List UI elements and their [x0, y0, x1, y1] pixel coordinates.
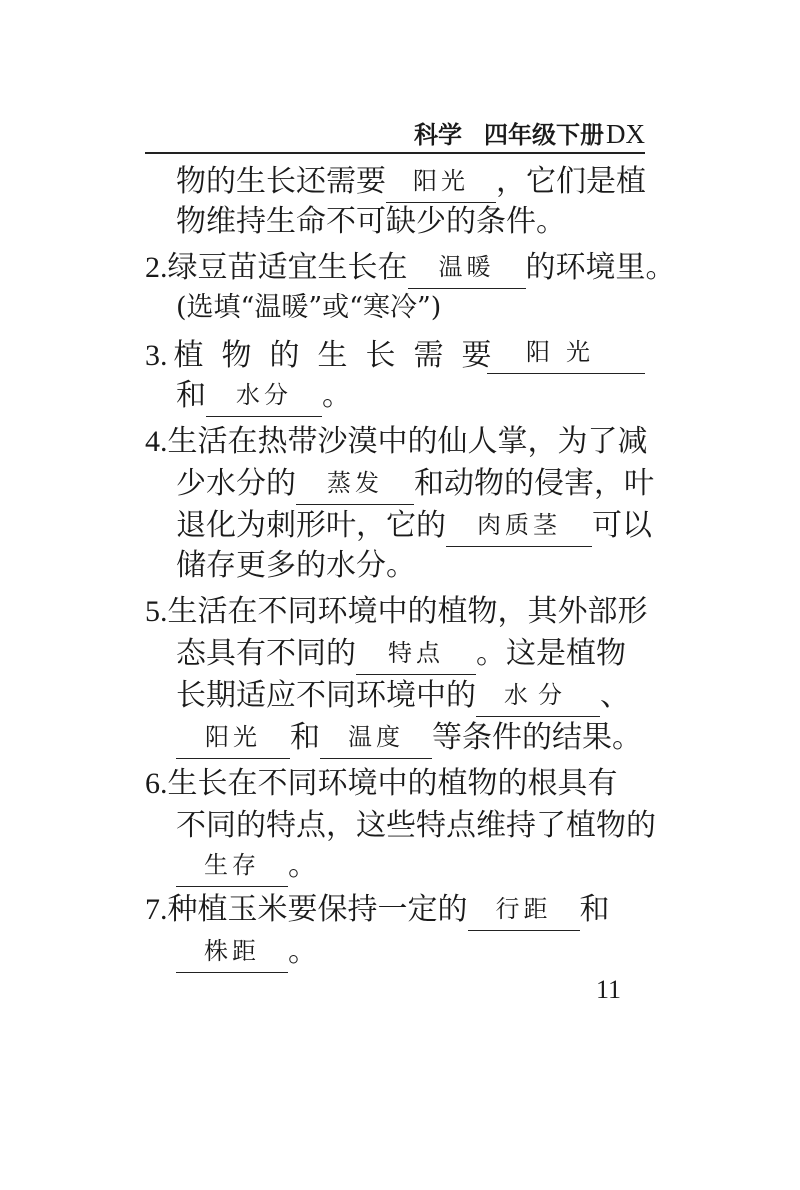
- answer-text: 行距: [495, 895, 552, 923]
- text: 的环境里。: [525, 250, 676, 285]
- text: 态具有不同的: [176, 636, 356, 671]
- answer-blank: [446, 506, 592, 547]
- answer-blank: [386, 162, 496, 203]
- question-number: 2.: [145, 251, 168, 284]
- text: 储存更多的水分。: [176, 548, 416, 583]
- q2-note: [176, 286, 646, 330]
- q4-line-3: [176, 504, 652, 548]
- page-header: [145, 110, 645, 154]
- answer-blank: [408, 248, 526, 289]
- answer-blank: [206, 376, 322, 417]
- text: (选填“温暖”或“寒冷”): [176, 292, 442, 323]
- q1-line-1: [176, 160, 646, 204]
- text: 和: [176, 378, 206, 413]
- text: 物的生长还需要: [176, 164, 386, 199]
- question-number: 3.: [145, 339, 168, 372]
- text: 。这是植物: [476, 636, 626, 671]
- text: 少水分的: [176, 466, 296, 501]
- q6-line-3: [176, 844, 646, 888]
- answer-blank: [320, 718, 432, 759]
- text: 等条件的结果。: [432, 720, 642, 755]
- q7-line-2: [176, 930, 646, 974]
- answer-text: 肉质茎: [477, 511, 561, 539]
- text: 和动物的侵害，叶: [414, 466, 654, 501]
- answer-blank: [176, 718, 290, 759]
- answer-text: 特点: [388, 639, 444, 667]
- question-number: 5.: [145, 595, 168, 628]
- q1-line-2: [176, 200, 646, 244]
- text: 物维持生命不可缺少的条件。: [176, 204, 566, 239]
- text: 和: [579, 892, 610, 927]
- q6-line-2: [176, 804, 656, 848]
- text: 不同的特点，这些特点维持了植物的: [176, 808, 656, 843]
- q3-line-2: [176, 374, 646, 418]
- question-number: 4.: [145, 425, 168, 458]
- q4-line-4: [176, 544, 646, 588]
- text: ，它们是植: [496, 164, 646, 199]
- text: 。: [288, 934, 318, 969]
- answer-blank: [176, 932, 288, 973]
- answer-blank: [176, 846, 288, 887]
- answer-text: 温度: [348, 723, 404, 751]
- answer-text: 温暖: [438, 253, 495, 281]
- question-number: 7.: [145, 893, 168, 926]
- text: 植物的生长需要: [173, 338, 510, 373]
- page-number: 11: [596, 975, 622, 1004]
- text: 和: [290, 720, 320, 755]
- text: 生活在热带沙漠中的仙人掌，为了减: [167, 424, 648, 459]
- answer-blank: [296, 464, 414, 505]
- answer-text: 水分: [504, 681, 572, 709]
- text: 生活在不同环境中的植物，其外部形: [167, 594, 648, 629]
- text: 。: [322, 378, 352, 413]
- q2-line-1: [145, 246, 676, 290]
- q7-line-1: [145, 888, 645, 932]
- answer-blank: [487, 333, 645, 374]
- answer-text: 生存: [204, 851, 260, 879]
- edition-label: DX: [606, 119, 645, 149]
- answer-text: 株距: [204, 937, 260, 965]
- grade-label: 四年级下册: [484, 121, 604, 149]
- answer-blank: [468, 890, 580, 931]
- answer-blank: [476, 676, 600, 717]
- q5-line-4: [176, 716, 646, 760]
- answer-text: 水分: [236, 381, 292, 409]
- text: 可以: [592, 508, 652, 543]
- subject-label: 科学: [414, 121, 462, 149]
- text: 、: [600, 678, 630, 713]
- text: 绿豆苗适宜生长在: [167, 250, 408, 285]
- q3-line-1: [145, 334, 645, 378]
- answer-text: 阳光: [205, 723, 261, 751]
- text: 长期适应不同环境中的: [176, 678, 476, 713]
- q5-line-2: [176, 632, 646, 676]
- answer-text: 阳光: [413, 167, 469, 195]
- q4-line-1: [145, 420, 648, 464]
- text: 。: [288, 848, 318, 883]
- answer-text: 蒸发: [327, 469, 383, 497]
- q5-line-1: [145, 590, 648, 634]
- q6-line-1: [145, 762, 645, 806]
- text: 种植玉米要保持一定的: [167, 892, 468, 927]
- text: 退化为刺形叶，它的: [176, 508, 446, 543]
- q4-line-2: [176, 462, 654, 506]
- q5-line-3: [176, 674, 646, 718]
- answer-blank: [356, 634, 476, 675]
- text: 生长在不同环境中的植物的根具有: [167, 766, 618, 801]
- question-number: 6.: [145, 767, 168, 800]
- answer-text: 阳光: [526, 338, 606, 366]
